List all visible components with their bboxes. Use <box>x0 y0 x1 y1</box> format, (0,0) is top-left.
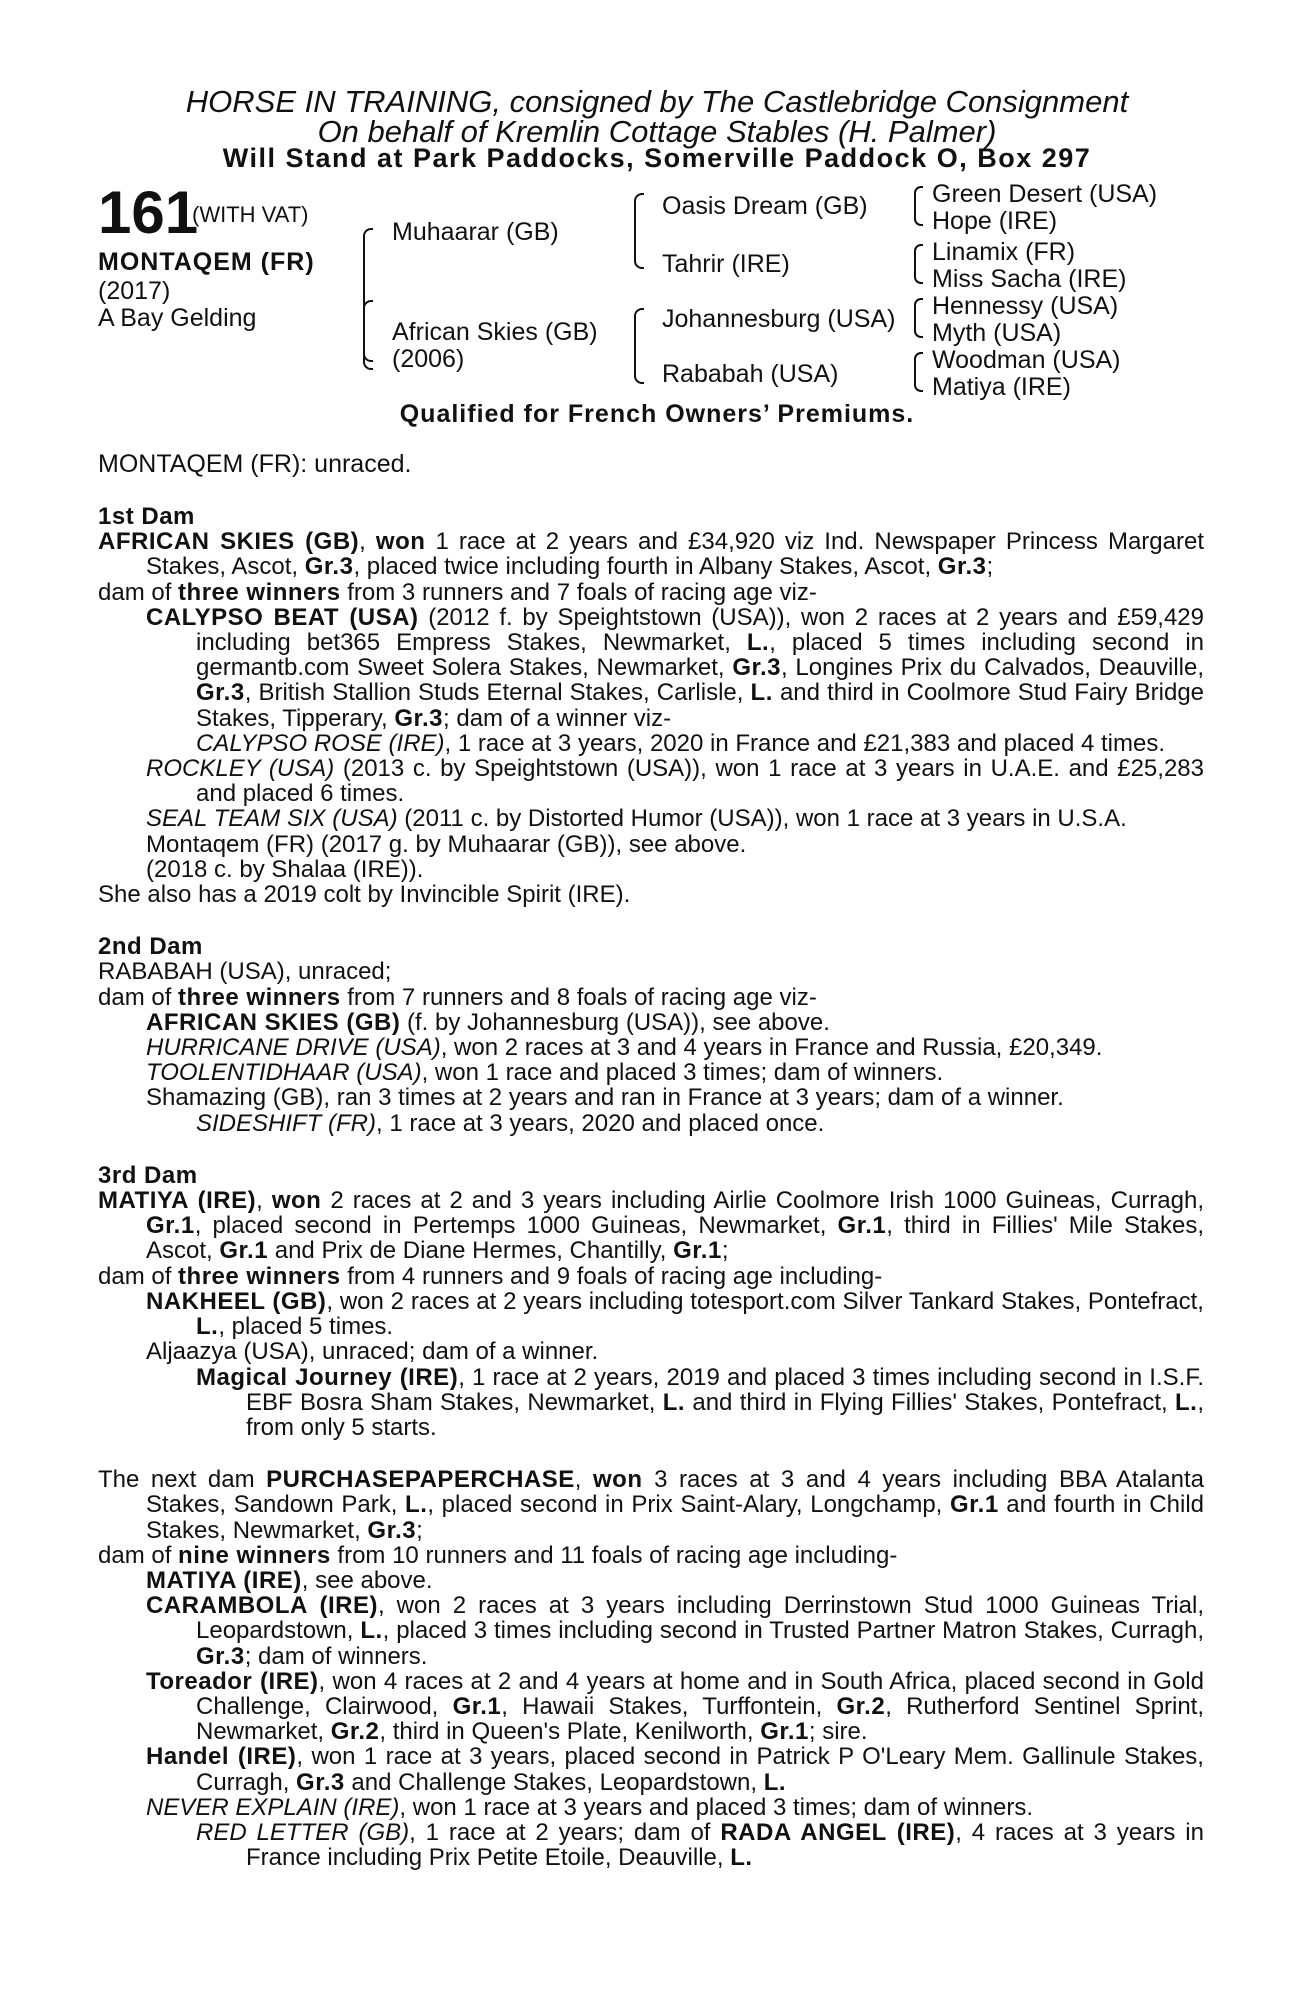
text-run: , <box>574 1466 594 1494</box>
bold-text-run: won <box>271 1187 322 1215</box>
text-run: The next dam <box>98 1466 267 1494</box>
text-run: , won 1 race at 3 years and placed 3 times; dam of winners. <box>399 1793 1034 1821</box>
pedigree-dam-dam: Rababah (USA) <box>662 360 839 388</box>
bold-text-run: three winners <box>178 1262 341 1290</box>
pedigree-ssd: Hope (IRE) <box>932 207 1058 235</box>
italic-text-run: RED LETTER (GB) <box>196 1818 410 1846</box>
third-dam-heading: 3rd Dam <box>98 1161 198 1189</box>
text-run: from 10 runners and 11 foals of racing age including- <box>330 1541 898 1569</box>
text-run: dam of <box>98 578 179 606</box>
text-run: (2018 c. by Shalaa (IRE)). <box>146 855 424 883</box>
text-run: , 4 races at 3 years in France including Prix Petite Etoile, Deauville, <box>246 1818 1204 1872</box>
bold-text-run: three winners <box>178 578 341 606</box>
text-run: , placed second in Prix Saint-Alary, Longchamp, <box>427 1491 950 1519</box>
text-run: (f. by Johannesburg (USA)), see above. <box>400 1008 830 1036</box>
brace-sd <box>914 244 923 284</box>
produce-toolentidhaar <box>98 1060 1204 1085</box>
produce-2019-colt <box>98 882 1204 907</box>
bold-text-run: Gr.3 <box>394 704 444 732</box>
text-run: , placed twice including fourth in Albany Stakes, Ascot, <box>353 553 938 581</box>
text-run: , Hawaii Stakes, Turffontein, <box>501 1692 837 1720</box>
premiums-note: Qualified for French Owners’ Premiums. <box>399 400 915 428</box>
text-run: , <box>256 1187 272 1215</box>
text-run: Aljaazya (USA), unraced; dam of a winner. <box>146 1338 599 1366</box>
pedigree-sdd: Miss Sacha (IRE) <box>932 265 1127 293</box>
text-run: and fourth in Child Stakes, Newmarket, <box>146 1491 1204 1544</box>
pedigree-dam: African Skies (GB) <box>392 318 598 346</box>
produce-african-skies <box>98 1010 1204 1035</box>
text-run: and third in Coolmore Stud Fairy Bridge Stakes, Tipperary, <box>196 679 1205 732</box>
bold-text-run: PURCHASEPAPERCHASE <box>266 1466 575 1494</box>
text-run: dam of <box>98 1262 179 1290</box>
text-run: Shamazing (GB), ran 3 times at 2 years and ran in France at 3 years; dam of a winner. <box>146 1084 1064 1112</box>
italic-text-run: SIDESHIFT (FR) <box>196 1109 376 1137</box>
bold-text-run: Toreador (IRE) <box>146 1667 319 1695</box>
next-dam-record <box>98 1467 1204 1543</box>
italic-text-run: ROCKLEY (USA) <box>146 755 335 783</box>
text-run: from 7 runners and 8 foals of racing age viz- <box>340 983 817 1011</box>
racing-summary: MONTAQEM (FR): unraced. <box>98 450 412 478</box>
produce-montaqem <box>98 832 1204 857</box>
bold-text-run: RADA ANGEL (IRE) <box>720 1818 956 1846</box>
text-run: , placed second in Pertemps 1000 Guineas, Newmarket, <box>194 1212 838 1240</box>
text-run: 3 races at 3 and 4 years including BBA Atalanta Stakes, Sandown Park, <box>146 1466 1204 1519</box>
produce-carambola <box>98 1593 1204 1669</box>
text-run: and Prix de Diane Hermes, Chantilly, <box>268 1237 674 1265</box>
text-run: , <box>359 528 376 556</box>
italic-text-run: TOOLENTIDHAAR (USA) <box>146 1059 422 1087</box>
text-run: ; <box>986 553 994 581</box>
text-run: from 3 runners and 7 foals of racing age viz- <box>340 578 817 606</box>
italic-text-run: HURRICANE DRIVE (USA) <box>146 1034 441 1062</box>
text-run: 2 races at 2 and 3 years including Airlie Coolmore Irish 1000 Guineas, Curragh, <box>321 1187 1204 1215</box>
text-run: from 4 runners and 9 foals of racing age including- <box>340 1262 883 1290</box>
bold-text-run: three winners <box>178 983 341 1011</box>
text-run: , third in Queen's Plate, Kenilworth, <box>379 1718 761 1746</box>
pedigree-ddd: Matiya (IRE) <box>932 373 1071 401</box>
bold-text-run: Gr.1 <box>837 1212 887 1240</box>
bold-text-run: AFRICAN SKIES (GB) <box>98 528 360 556</box>
bold-text-run: Gr.1 <box>673 1237 722 1265</box>
produce-shamazing <box>98 1085 1204 1110</box>
consignor-line: HORSE IN TRAINING, consigned by The Castlebridge Consignment <box>185 84 1129 119</box>
second-dam-record <box>98 959 1204 984</box>
text-run: (2011 c. by Distorted Humor (USA)), won 1 race at 3 years in U.S.A. <box>397 805 1127 833</box>
produce-seal-team-six <box>98 806 1204 831</box>
text-run: (2013 c. by Speightstown (USA)), won 1 race at 3 years in U.A.E. and £25,283 and placed 6 times. <box>196 755 1204 808</box>
bold-text-run: won <box>593 1466 643 1494</box>
pedigree-dam-sire: Johannesburg (USA) <box>662 305 896 333</box>
text-run: , Rutherford Sentinel Sprint, Newmarket, <box>196 1692 1204 1746</box>
brace-sire-line <box>634 193 644 269</box>
text-run: , 1 race at 3 years, 2020 and placed once. <box>376 1109 825 1137</box>
first-dam-produce <box>98 580 1204 605</box>
bold-text-run: Gr.3 <box>937 553 987 581</box>
text-run: dam of <box>98 983 179 1011</box>
produce-never-explain <box>98 1795 1204 1820</box>
bold-text-run: L. <box>1175 1388 1198 1416</box>
text-run: , from only 5 starts. <box>246 1388 1204 1441</box>
produce-matiya <box>98 1568 1204 1593</box>
bold-text-run: Gr.1 <box>760 1718 809 1746</box>
produce-sideshift <box>98 1111 1204 1136</box>
italic-text-run: SEAL TEAM SIX (USA) <box>146 805 398 833</box>
pedigree-sds: Linamix (FR) <box>932 238 1076 266</box>
text-run: , 1 race at 2 years; dam of <box>409 1818 721 1846</box>
text-run: , 1 race at 2 years, 2019 and placed 3 times including second in I.S.F. EBF Bosra Sham Stakes, Newmarket, <box>246 1363 1204 1416</box>
text-run: ; <box>416 1516 423 1544</box>
produce-handel <box>98 1744 1204 1794</box>
pedigree-sire-dam: Tahrir (IRE) <box>662 250 790 278</box>
pedigree-dss: Hennessy (USA) <box>932 292 1119 320</box>
bold-text-run: NAKHEEL (GB) <box>146 1287 327 1315</box>
text-run: , placed 3 times including second in Trusted Partner Matron Stakes, Curragh, <box>382 1617 1205 1645</box>
text-run: , won 1 race at 3 years, placed second in Patrick P O'Leary Mem. Gallinule Stakes, Curragh, <box>196 1743 1204 1796</box>
bold-text-run: Gr.3 <box>732 654 782 682</box>
bold-text-run: Gr.2 <box>330 1718 380 1746</box>
bold-text-run: Gr.3 <box>196 679 245 707</box>
text-run: , third in Fillies' Mile Stakes, Ascot, <box>146 1212 1204 1265</box>
text-run: , won 2 races at 3 and 4 years in France and Russia, £20,349. <box>440 1034 1103 1062</box>
text-run: ; sire. <box>808 1718 868 1746</box>
bold-text-run: Magical Journey (IRE) <box>196 1363 459 1391</box>
text-run: , won 4 races at 2 and 4 years at home and in South Africa, placed second in Gold Challenge, Clairwood, <box>196 1667 1204 1720</box>
text-run: , see above. <box>301 1566 433 1594</box>
first-dam-record <box>98 529 1204 579</box>
produce-aljaazya <box>98 1339 1204 1364</box>
location-line: Will Stand at Park Paddocks, Somerville Paddock O, Box 297 <box>222 143 1092 173</box>
produce-magical-journey <box>98 1365 1204 1441</box>
pedigree-sire-sire: Oasis Dream (GB) <box>662 192 868 220</box>
bold-text-run: L. <box>730 1844 753 1872</box>
text-run: , placed 5 times including second in germantb.com Sweet Solera Stakes, Newmarket, <box>196 629 1205 682</box>
bold-text-run: L. <box>763 1768 787 1796</box>
bold-text-run: CARAMBOLA (IRE) <box>146 1592 378 1620</box>
brace-dd <box>914 352 923 392</box>
bold-text-run: Gr.1 <box>146 1212 195 1240</box>
brace-ss <box>914 186 923 226</box>
bold-text-run: AFRICAN SKIES (GB) <box>146 1008 401 1036</box>
bold-text-run: Gr.3 <box>296 1768 345 1796</box>
pedigree-dsd: Myth (USA) <box>932 319 1062 347</box>
produce-hurricane-drive <box>98 1035 1204 1060</box>
third-dam-produce <box>98 1264 1204 1289</box>
second-dam-produce <box>98 985 1204 1010</box>
bold-text-run: Gr.1 <box>949 1491 999 1519</box>
first-dam-heading: 1st Dam <box>98 503 195 530</box>
text-run: and Challenge Stakes, Leopardstown, <box>344 1768 764 1796</box>
produce-calypso-rose <box>98 731 1204 756</box>
bold-text-run: L. <box>360 1617 383 1645</box>
dam-details <box>98 504 1204 1870</box>
bold-text-run: Handel (IRE) <box>146 1743 297 1771</box>
text-run: , won 1 race and placed 3 times; dam of winners. <box>421 1059 944 1087</box>
text-run: ; dam of winners. <box>244 1642 428 1670</box>
italic-text-run: CALYPSO ROSE (IRE) <box>196 729 445 757</box>
pedigree-sire: Muhaarar (GB) <box>392 218 559 246</box>
text-run: RABABAH (USA), unraced; <box>98 958 392 986</box>
produce-nakheel <box>98 1289 1204 1339</box>
text-run: ; dam of a winner viz- <box>443 704 672 732</box>
bold-text-run: MATIYA (IRE) <box>146 1566 302 1594</box>
text-run: Montaqem (FR) (2017 g. by Muhaarar (GB)), see above. <box>146 830 747 858</box>
bold-text-run: CALYPSO BEAT (USA) <box>146 603 419 631</box>
text-run: , British Stallion Studs Eternal Stakes, Carlisle, <box>244 679 751 707</box>
produce-rockley <box>98 756 1204 806</box>
bold-text-run: Gr.1 <box>452 1692 502 1720</box>
produce-red-letter <box>98 1820 1204 1870</box>
third-dam-record <box>98 1188 1204 1264</box>
pedigree-dam-year: (2006) <box>392 345 465 373</box>
bold-text-run: L. <box>196 1313 219 1341</box>
second-dam-heading: 2nd Dam <box>98 933 203 961</box>
text-run: , won 2 races at 3 years including Derrinstown Stud 1000 Guineas Trial, Leopardstown, <box>196 1592 1204 1645</box>
brace-dam-line <box>634 308 644 384</box>
produce-calypso-beat <box>98 605 1204 731</box>
foaling-year: (2017) <box>98 277 171 305</box>
brace-ds <box>914 298 923 338</box>
bold-text-run: L. <box>750 679 773 707</box>
bold-text-run: nine winners <box>178 1541 331 1569</box>
bold-text-run: Gr.3 <box>196 1642 245 1670</box>
bold-text-run: L. <box>662 1388 686 1416</box>
text-run: She also has a 2019 colt by Invincible Spirit (IRE). <box>98 881 631 909</box>
horse-name: MONTAQEM (FR) <box>98 248 315 276</box>
text-run: dam of <box>98 1541 179 1569</box>
pedigree-dds: Woodman (USA) <box>932 346 1121 374</box>
bold-text-run: L. <box>405 1491 428 1519</box>
bold-text-run: won <box>375 528 426 556</box>
text-run: , placed 5 times. <box>218 1313 394 1341</box>
pedigree-sss: Green Desert (USA) <box>932 180 1158 208</box>
horse-description: A Bay Gelding <box>98 304 257 332</box>
italic-text-run: NEVER EXPLAIN (IRE) <box>146 1793 400 1821</box>
vat-note: (WITH VAT) <box>192 202 309 227</box>
next-dam-produce <box>98 1543 1204 1568</box>
bold-text-run: MATIYA (IRE) <box>98 1187 257 1215</box>
text-run: , 1 race at 3 years, 2020 in France and £21,383 and placed 4 times. <box>444 729 1165 757</box>
bold-text-run: L. <box>746 629 770 657</box>
bold-text-run: Gr.3 <box>367 1516 417 1544</box>
text-run: 1 race at 2 years and £34,920 viz Ind. Newspaper Princess Margaret Stakes, Ascot, <box>146 528 1204 581</box>
text-run: (2012 f. by Speightstown (USA)), won 2 races at 2 years and £59,429 including bet365 Empress Stakes, Newmarket, <box>196 603 1205 657</box>
on-behalf-line: On behalf of Kremlin Cottage Stables (H. Palmer) <box>317 114 997 149</box>
text-run: , won 2 races at 2 years including totesport.com Silver Tankard Stakes, Pontefract, <box>326 1287 1204 1315</box>
text-run: and third in Flying Fillies' Stakes, Pontefract, <box>685 1388 1175 1416</box>
produce-2018-colt <box>98 857 1204 882</box>
text-run: ; <box>721 1237 729 1265</box>
bold-text-run: Gr.1 <box>219 1237 269 1265</box>
lot-number: 161 <box>98 179 199 246</box>
bold-text-run: Gr.3 <box>304 553 354 581</box>
bold-text-run: Gr.2 <box>836 1692 886 1720</box>
brace-gen1-bottom <box>363 300 373 370</box>
produce-toreador <box>98 1669 1204 1745</box>
text-run: , Longines Prix du Calvados, Deauville, <box>781 654 1205 682</box>
